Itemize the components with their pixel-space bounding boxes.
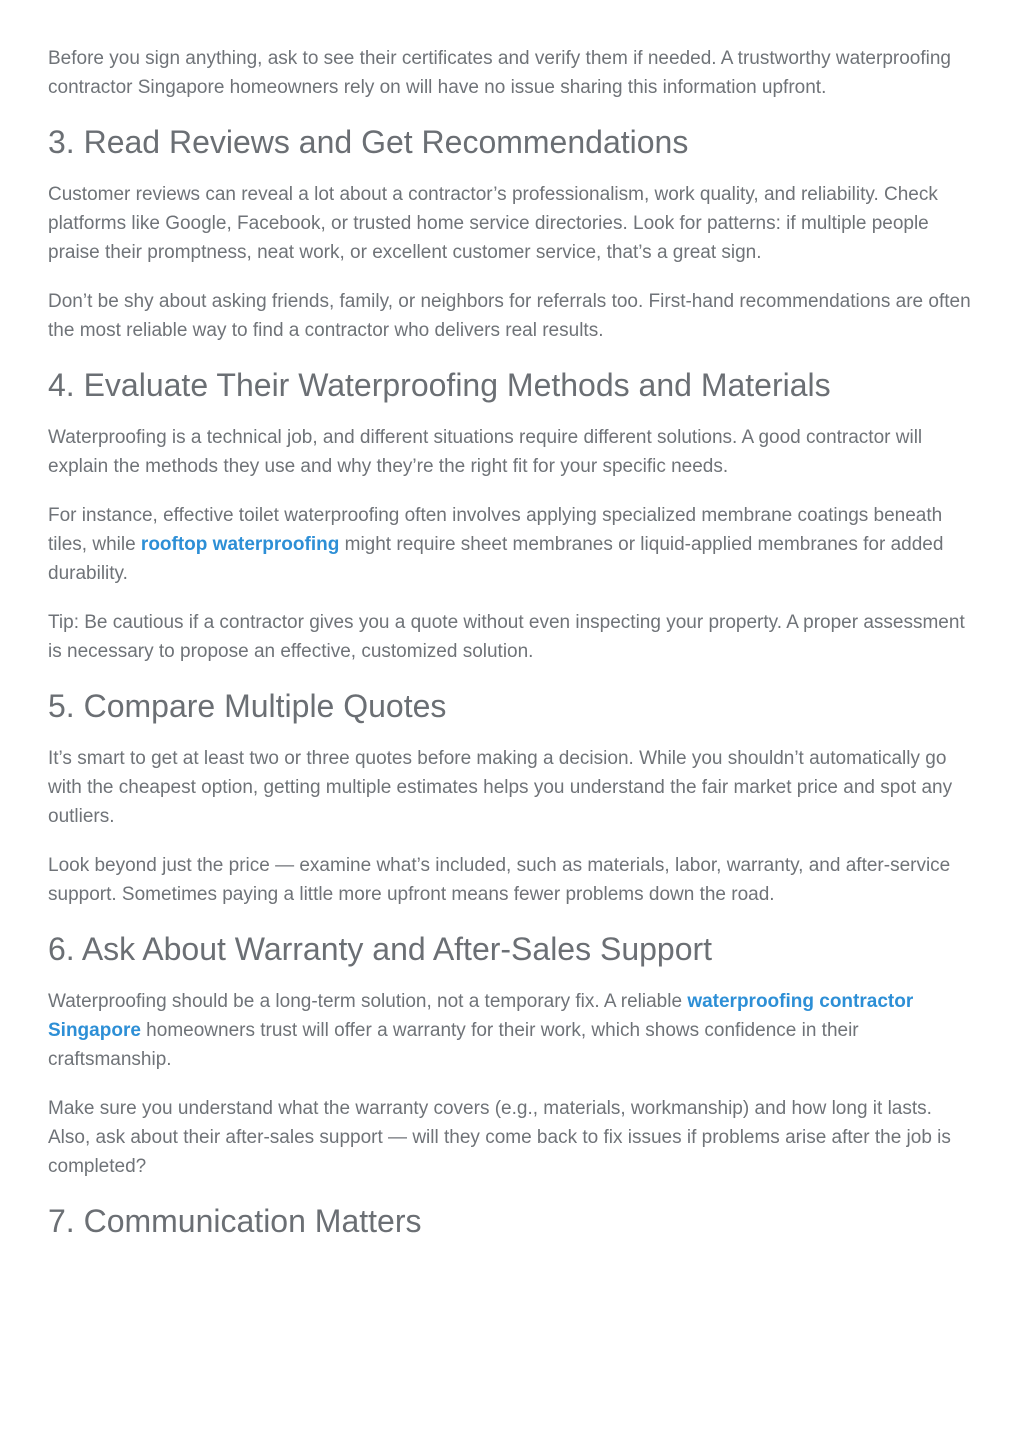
section-6-paragraph-1 [48,987,978,1074]
section-4-paragraph-2-text-before: For instance, effective toilet waterproofing often involves applying specialized membrane coatings beneath tiles, while [48,505,943,555]
section-4-heading: 4. Evaluate Their Waterproofing Methods and Materials [48,367,831,403]
section-6-paragraph-1-text-after: homeowners trust will offer a warranty for their work, which shows confidence in their craftsmanship. [48,1020,859,1070]
waterproofing-contractor-singapore-link[interactable]: waterproofing contractor Singapore [48,991,914,1041]
section-5-heading: 5. Compare Multiple Quotes [48,688,447,724]
rooftop-waterproofing-link[interactable]: rooftop waterproofing [140,534,340,555]
section-5-paragraph-2: Look beyond just the price — examine what’s included, such as materials, labor, warranty, and after-service support. Sometimes paying a little more upfront means fewer problems down the road. [48,855,951,905]
section-4-paragraph-2-text-after: might require sheet membranes or liquid-applied membranes for added durability. [48,534,944,584]
section-3-heading: 3. Read Reviews and Get Recommendations [48,124,689,160]
section-3-paragraph-2: Don’t be shy about asking friends, family, or neighbors for referrals too. First-hand recommendations are often the most reliable way to find a contractor who delivers real results. [48,291,971,341]
section-4-paragraph-1: Waterproofing is a technical job, and different situations require different solutions. A good contractor will explain the methods they use and why they’re the right fit for your specific needs. [48,427,923,477]
section-4-tip-paragraph: Tip: Be cautious if a contractor gives you a quote without even inspecting your property. A proper assessment is necessary to propose an effective, customized solution. [48,612,965,662]
article-body [48,44,978,1259]
section-6-paragraph-1-text-before: Waterproofing should be a long-term solution, not a temporary fix. A reliable [48,991,688,1012]
intro-paragraph: Before you sign anything, ask to see their certificates and verify them if needed. A trustworthy waterproofing contractor Singapore homeowners rely on will have no issue sharing this information upfront. [48,48,951,98]
section-3-paragraph-1: Customer reviews can reveal a lot about a contractor’s professionalism, work quality, and reliability. Check platforms like Google, Facebook, or trusted home service directories. Look for patterns: if multiple people praise their promptness, neat work, or excellent customer service, that’s a great sign. [48,184,938,263]
section-6-heading: 6. Ask About Warranty and After-Sales Support [48,931,713,967]
section-4-paragraph-2 [48,501,978,588]
section-7-heading: 7. Communication Matters [48,1203,422,1239]
section-5-paragraph-1: It’s smart to get at least two or three quotes before making a decision. While you shouldn’t automatically go with the cheapest option, getting multiple estimates helps you understand the fair market price and spot any outliers. [48,748,953,827]
section-6-paragraph-2: Make sure you understand what the warranty covers (e.g., materials, workmanship) and how long it lasts. Also, ask about their after-sales support — will they come back to fix issues if problems arise after the job is completed? [48,1098,951,1177]
